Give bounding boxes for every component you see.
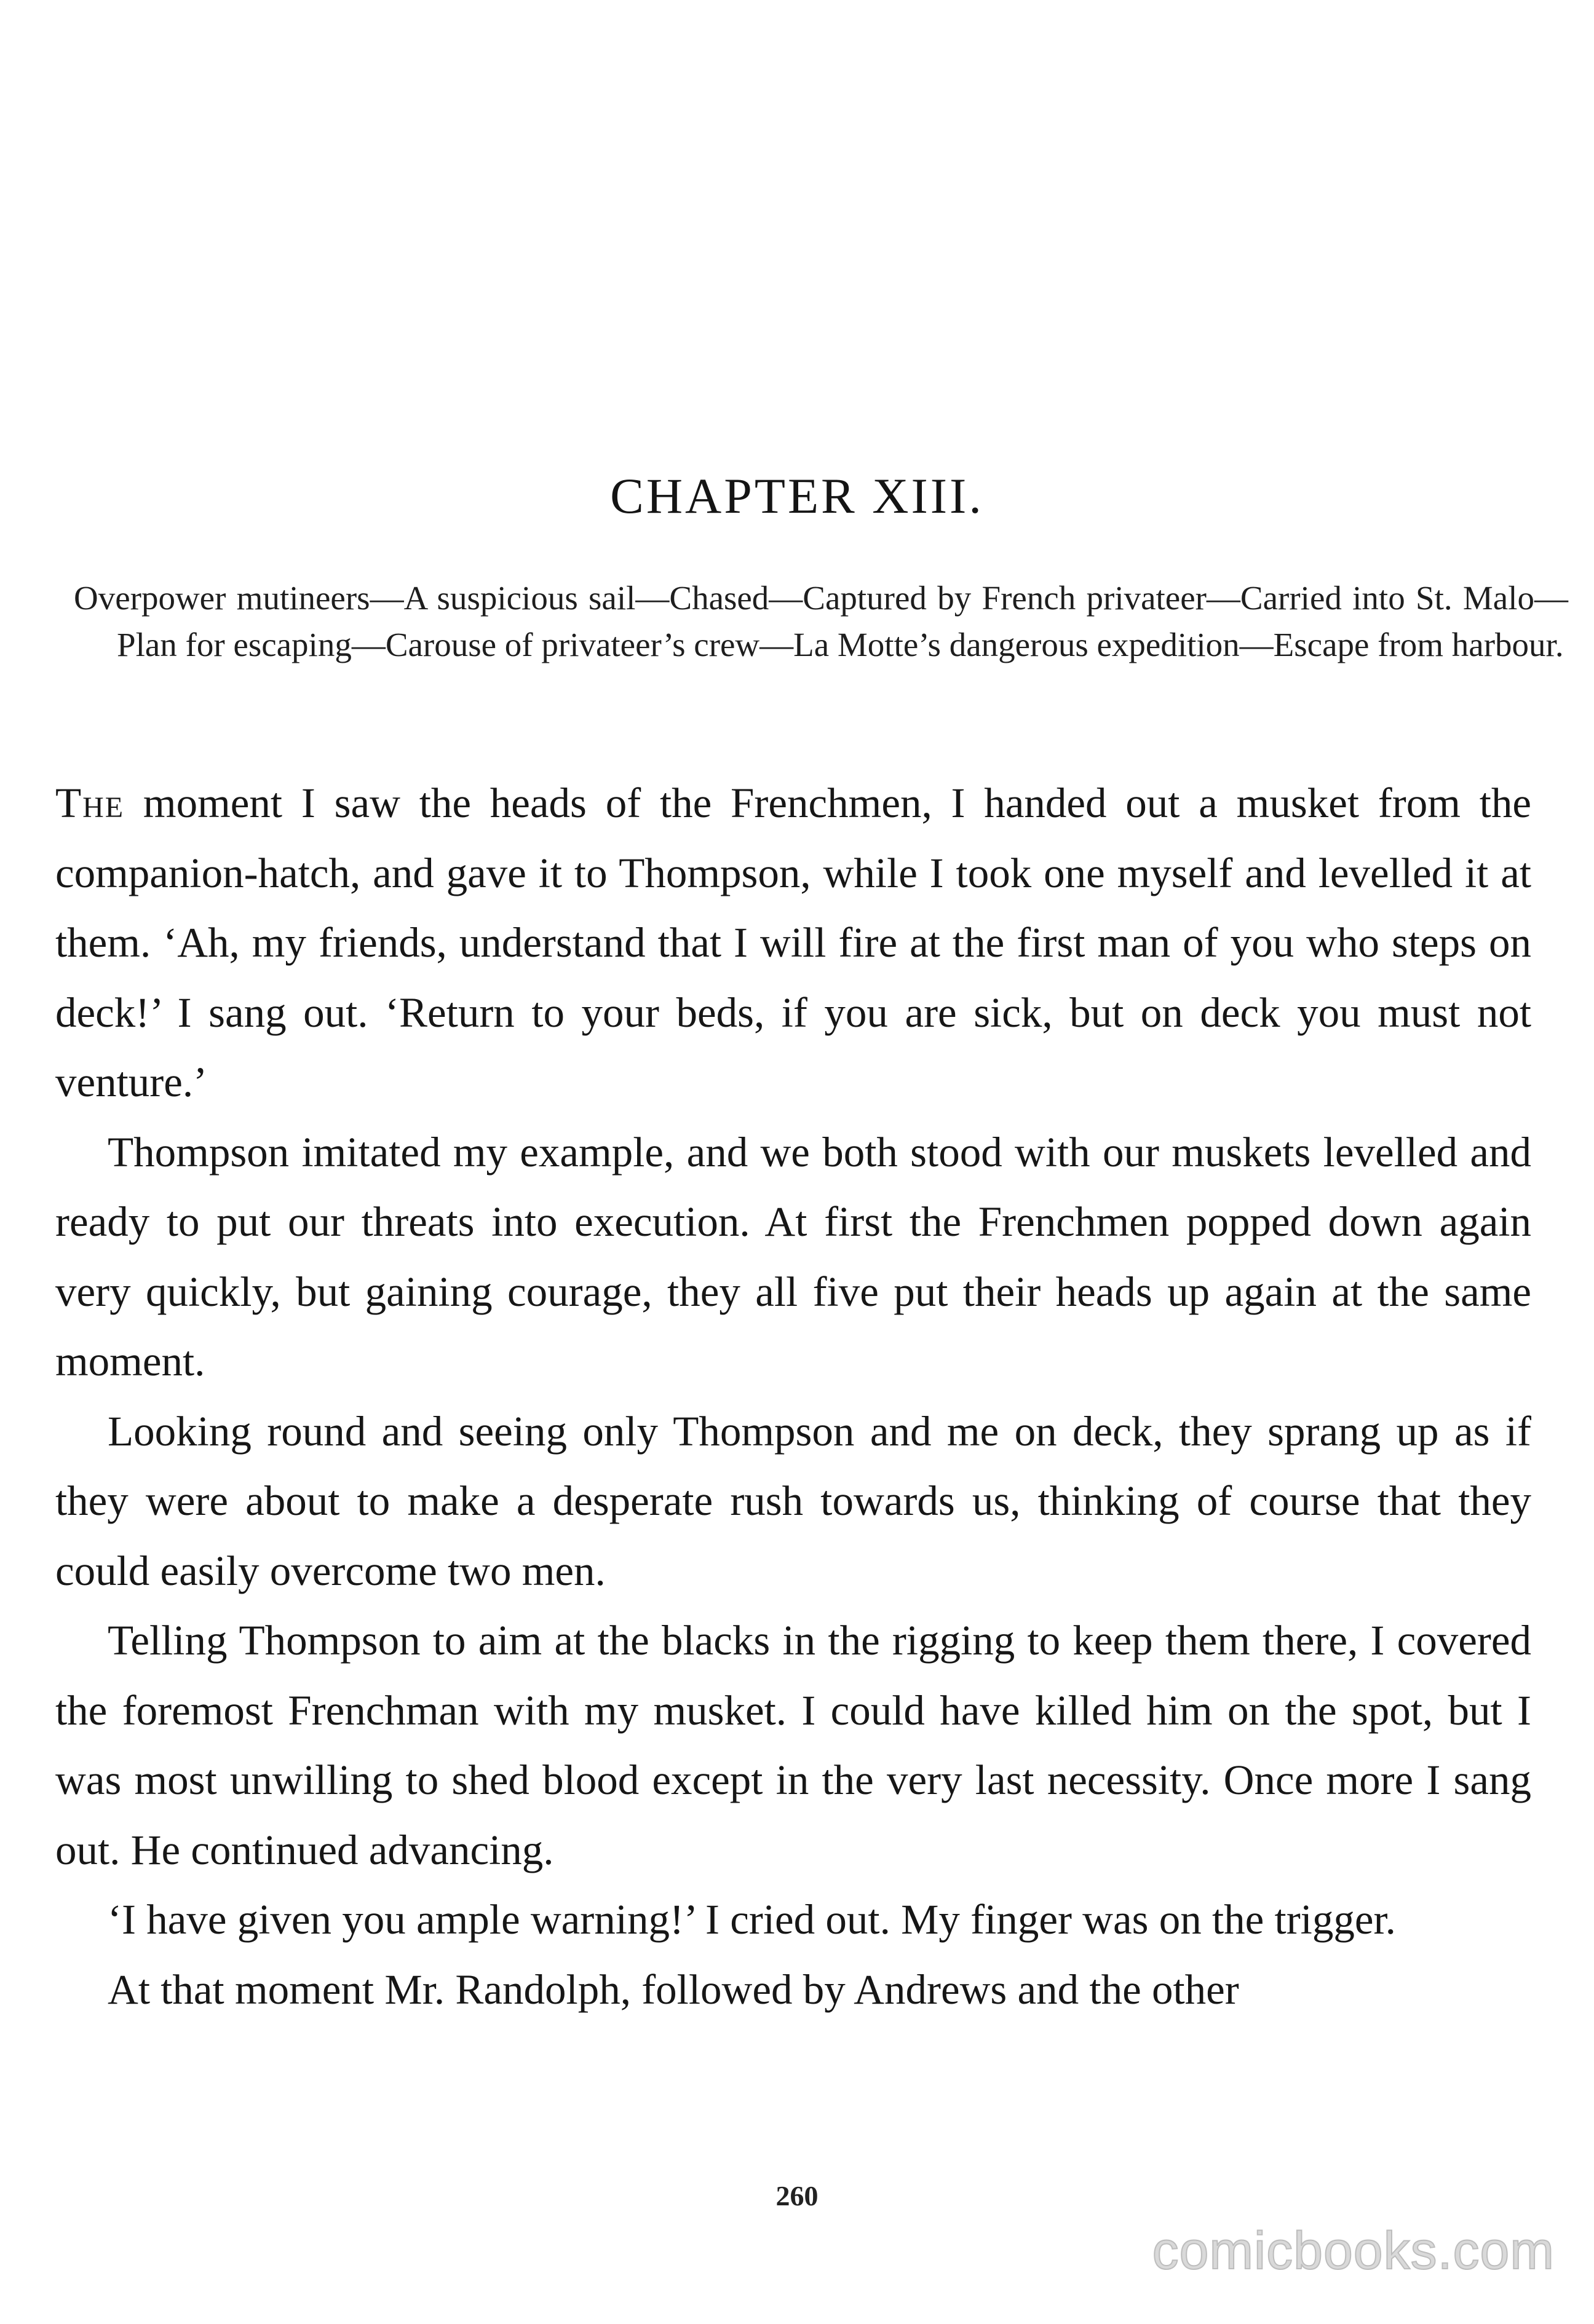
paragraph: Thompson imitated my example, and we both stood with our muskets levelled and ready to put our threats into execution. At first the Frenchmen popped down again very quickly, but gaining courage, they all five put their heads up again at the same moment. xyxy=(55,1128,1531,1385)
watermark: comicbooks.com xyxy=(1152,2221,1555,2280)
paragraph: Looking round and seeing only Thompson and me on deck, they sprang up as if they were about to make a desperate rush towards us, thinking of course that they could easily overcome two men. xyxy=(55,1407,1531,1594)
paragraph-text: moment I saw the heads of the Frenchmen, I handed out a musket from the companion-hatch, and gave it to Thompson, while I took one myself and levelled it at them. ‘Ah, my friends, understand that I will fire at the first man of you who steps on deck!’ I sang out. ‘Return to your beds, if you are sick, but on deck you must not venture.’ xyxy=(55,780,1531,1105)
paragraph: Telling Thompson to aim at the blacks in the rigging to keep them there, I covered the foremost Frenchman with my musket. I could have killed him on the spot, but I was most unwilling to shed blood except in the very last necessity. Once more I sang out. He continued advancing. xyxy=(55,1617,1531,1873)
page-number: 260 xyxy=(775,2180,819,2211)
chapter-summary: Overpower mutineers—A suspicious sail—Chased—Captured by French privateer—Carried into St. Malo—Plan for escaping—Carouse of privateer’s crew—La Motte’s dangerous expedition—Escape from harbour. xyxy=(74,579,1568,663)
chapter-title: CHAPTER XIII. xyxy=(610,468,984,524)
paragraph xyxy=(55,769,1531,1118)
paragraph: ‘I have given you ample warning!’ I cried out. My finger was on the trigger. xyxy=(108,1896,1396,1943)
paragraph: At that moment Mr. Randolph, followed by Andrews and the other xyxy=(108,1966,1239,2013)
body-text xyxy=(55,769,1531,2025)
paragraph-lead-word: The xyxy=(55,780,125,826)
